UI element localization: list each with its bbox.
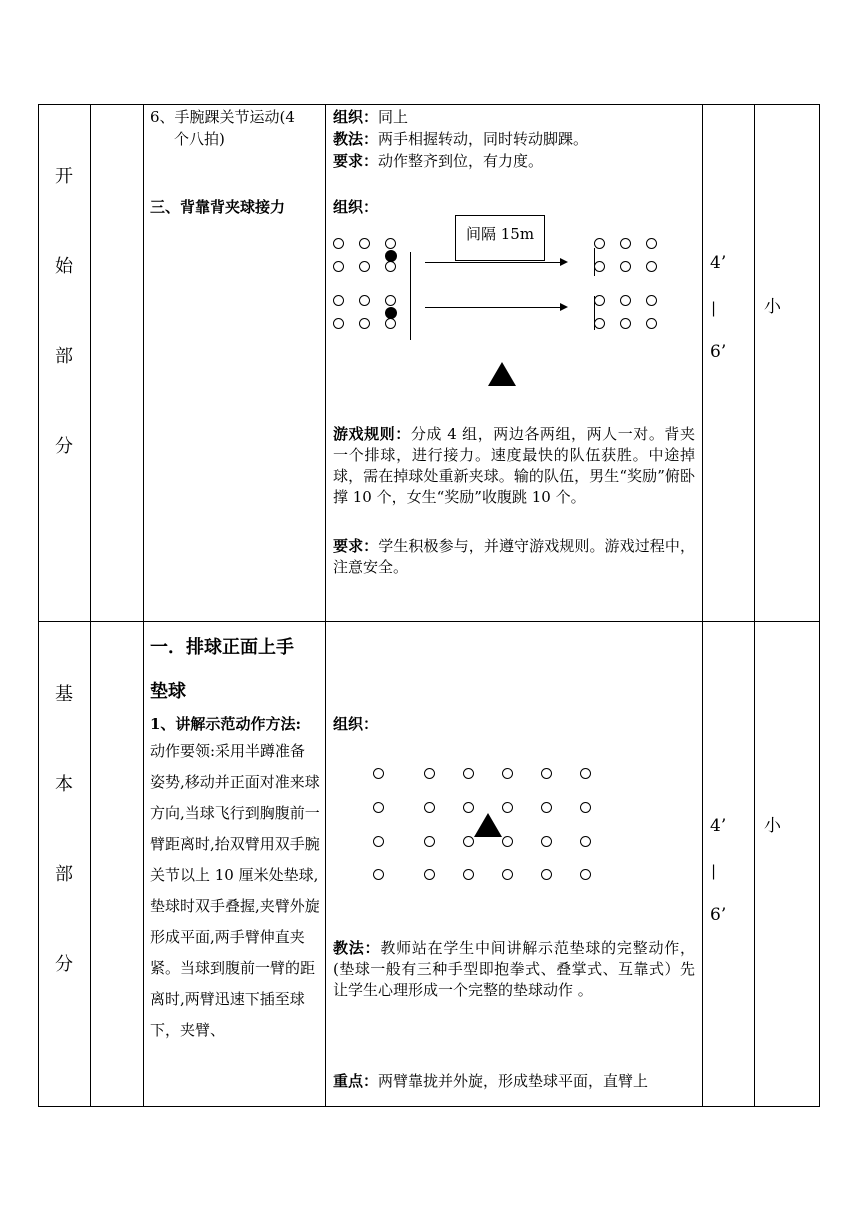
student-marker [580,802,591,813]
student-marker [620,261,631,272]
col-line-6 [819,104,820,1107]
student-marker [620,318,631,329]
student-marker [594,318,605,329]
time-end: 6’ [710,342,727,362]
col-line-3 [325,104,326,1107]
requirement-label: 要求： [333,152,379,170]
student-marker [424,869,435,880]
student-marker [373,768,384,779]
phase-char: 本 [55,774,73,795]
requirement-line [333,151,543,172]
col-line-5 [754,104,755,1107]
student-marker [594,238,605,249]
sub-heading: 1、讲解示范动作方法: [150,715,301,733]
student-marker [620,238,631,249]
method-label: 教法： [333,130,379,148]
student-marker [373,802,384,813]
time-start: 4’ [710,253,727,273]
key-value: 两臂靠拢并外旋，形成垫球平面，直臂上 [378,1072,649,1090]
teacher-triangle-icon [474,813,502,837]
game-rules [333,424,695,508]
student-marker [385,238,396,249]
student-marker [385,318,396,329]
content-item-6-cont: 个八拍) [174,130,225,148]
student-marker [620,295,631,306]
student-marker [541,802,552,813]
org-value: 同上 [378,108,409,126]
technique-text: 动作要领:采用半蹲准备姿势,移动并正面对准来球方向,当球飞行到胸腹前一臂距离时,抬双臂用双手腕关节以上 10 厘米处垫球,垫球时双手叠握,夹臂外旋形成平面,两手臂伸直夹紧。当球到腹前一臂的距离时,两臂迅速下插至球下，夹臂、 [150,742,320,1039]
phase-char: 基 [55,684,73,705]
requirement-2 [333,536,695,578]
rules-label: 游戏规则： [333,425,411,443]
student-marker [463,768,474,779]
student-marker [646,261,657,272]
requirement-label: 要求： [333,537,379,555]
start-line [410,252,411,340]
student-marker [580,836,591,847]
content-item-3: 三、背靠背夹球接力 [150,198,286,216]
student-marker [359,261,370,272]
student-marker [373,869,384,880]
phase-char: 开 [55,166,73,187]
method-line [333,129,588,150]
arrow-line [425,262,562,263]
requirement-value: 动作整齐到位，有力度。 [378,152,544,170]
student-marker [333,261,344,272]
student-marker [646,238,657,249]
student-marker [502,802,513,813]
student-marker [502,768,513,779]
requirement-value: 学生积极参与，并遵守游戏规则。游戏过程中，注意安全。 [333,537,695,576]
student-marker [359,318,370,329]
phase-char: 部 [55,864,73,885]
student-marker [646,318,657,329]
section-heading: 一．排球正面上手 [150,637,294,658]
phase-char: 始 [55,256,73,277]
student-marker [594,295,605,306]
org-line [333,107,408,128]
time-end: 6’ [710,905,727,925]
student-marker [373,836,384,847]
time-separator: | [711,862,717,880]
phase-char: 分 [55,954,73,975]
key-point [333,1071,648,1092]
method-value: 两手相握转动，同时转动脚踝。 [378,130,589,148]
student-marker [385,261,396,272]
arrow-head [560,258,568,266]
col-line-4 [702,104,703,1107]
student-marker [541,768,552,779]
student-marker [502,869,513,880]
col-line-2 [143,104,144,1107]
student-marker [463,802,474,813]
rules-value: 分成 4 组，两边各两组，两人一对。背夹一个排球，进行接力。速度最快的队伍获胜。中途掉球，需在掉球处重新夹球。输的队伍，男生“奖励”俯卧撑 10 个，女生“奖励”收腹跳 10 个。 [333,425,695,506]
student-marker [463,836,474,847]
phase-char: 部 [55,346,73,367]
key-label: 重点： [333,1072,379,1090]
student-marker [424,802,435,813]
arrow-head [560,303,568,311]
student-marker [333,295,344,306]
student-marker [333,238,344,249]
org-label: 组织： [333,108,379,126]
teaching-method [333,938,695,1001]
student-marker [424,768,435,779]
student-marker [385,295,396,306]
student-marker [424,836,435,847]
student-marker [463,869,474,880]
intensity-value: 小 [764,297,781,317]
org-label: 组织： [333,715,379,733]
method-value: 教师站在学生中间讲解示范垫球的完整动作，(垫球一般有三种手型即抱拳式、叠掌式、互靠式）先让学生心理形成一个完整的垫球动作 。 [333,939,695,999]
distance-label: 间隔 15m [466,225,535,243]
org-diagram-label: 组织： [333,198,379,216]
col-line-1 [90,104,91,1107]
student-marker [502,836,513,847]
arrow-line [425,307,562,308]
student-marker [359,295,370,306]
student-marker [333,318,344,329]
intensity-value: 小 [764,816,781,836]
time-start: 4’ [710,816,727,836]
student-marker [359,238,370,249]
content-item-6: 6、手腕踝关节运动(4 [150,108,295,126]
student-marker [594,261,605,272]
teacher-triangle-icon [488,362,516,386]
student-marker [580,768,591,779]
student-marker [541,836,552,847]
student-marker [646,295,657,306]
time-separator: | [711,299,717,317]
phase-char: 分 [55,436,73,457]
method-label: 教法： [333,939,381,957]
section-heading-cont: 垫球 [150,681,186,702]
student-marker [541,869,552,880]
student-marker [580,869,591,880]
